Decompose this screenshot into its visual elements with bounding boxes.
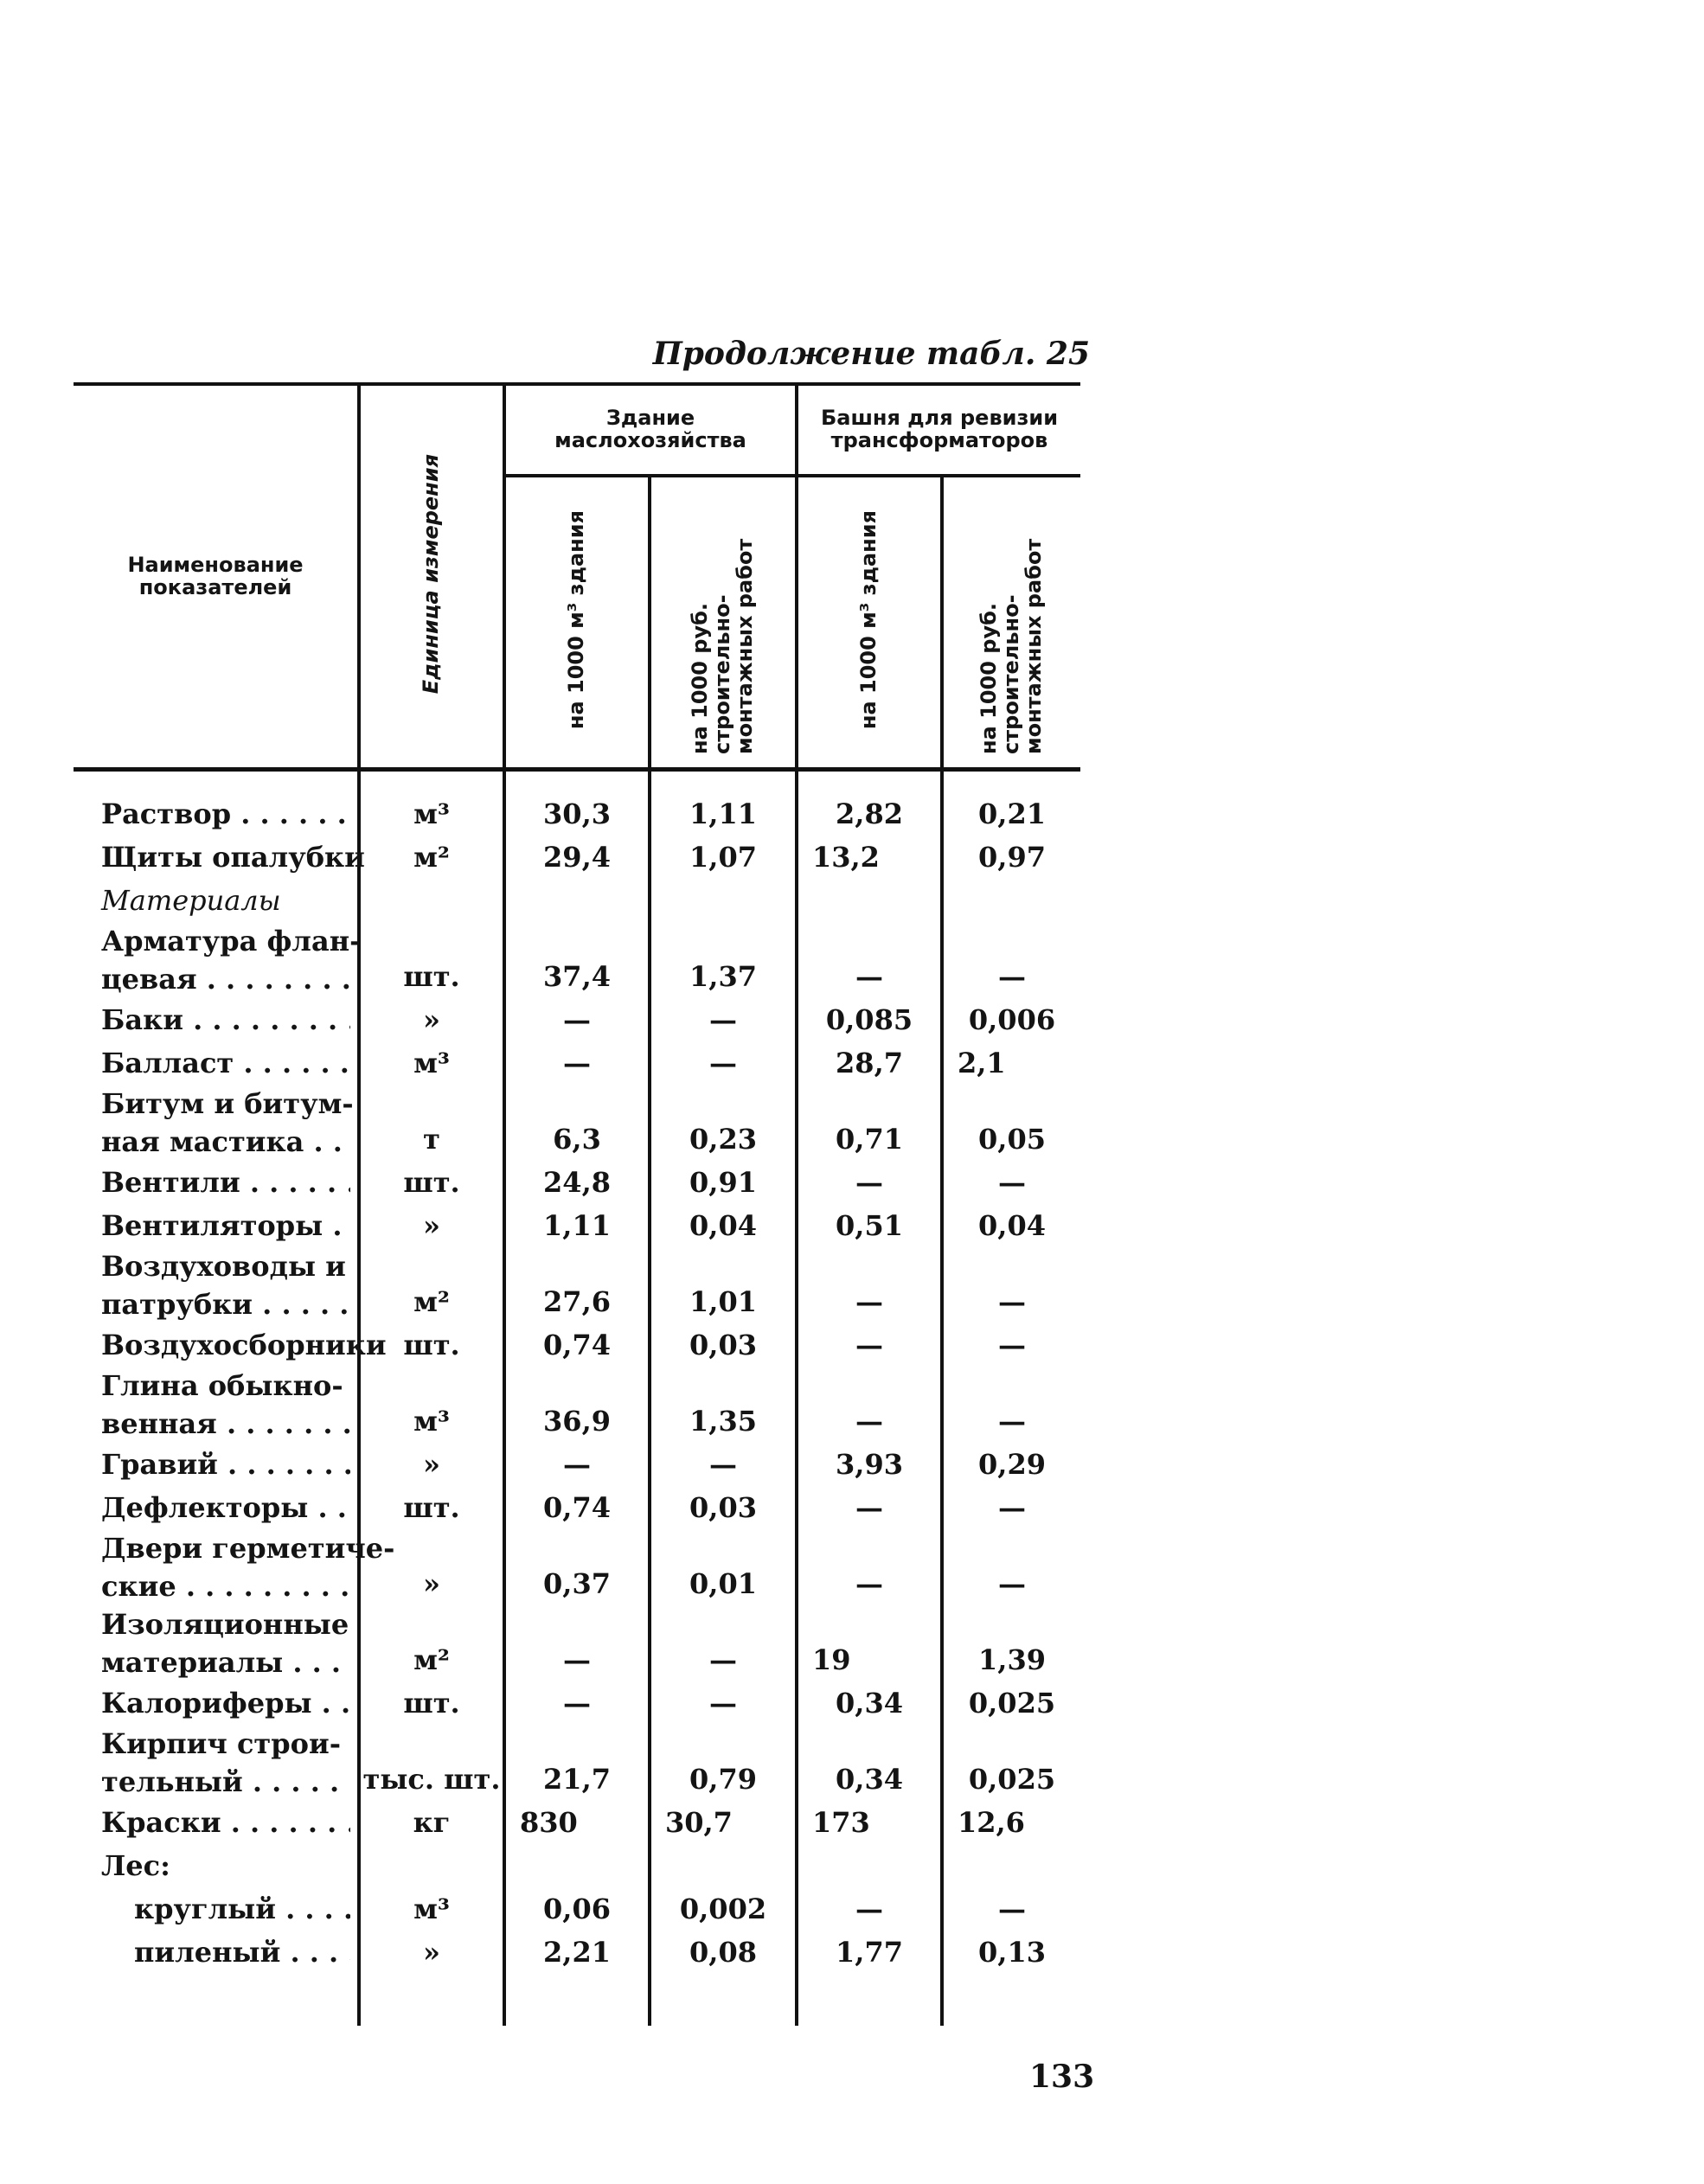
- table-row: [74, 1529, 1080, 1605]
- row-value: —: [942, 1367, 1080, 1443]
- row-value: 0,05: [942, 1085, 1080, 1161]
- section-title: Материалы: [101, 884, 281, 917]
- row-unit: м²: [359, 1247, 504, 1323]
- row-name: Вентиляторы . .: [101, 1204, 350, 1247]
- row-value: 0,21: [942, 770, 1080, 836]
- row-value: 1,39: [942, 1605, 1080, 1681]
- header-g2-per-volume-label: на 1000 м³ здания: [856, 509, 881, 730]
- row-unit: »: [359, 1443, 504, 1486]
- table-row: [74, 1443, 1080, 1486]
- row-unit: »: [359, 1931, 504, 2026]
- row-value: [650, 1844, 797, 1887]
- row-value: 0,04: [650, 1204, 797, 1247]
- row-value: 0,025: [942, 1681, 1080, 1725]
- row-value: 6,3: [504, 1085, 650, 1161]
- row-name: Калориферы . .: [101, 1681, 350, 1725]
- row-value: 2,21: [504, 1931, 650, 2026]
- row-value: 29,4: [504, 836, 650, 879]
- row-unit: м²: [359, 836, 504, 879]
- row-value: 0,34: [797, 1725, 942, 1801]
- row-value: 36,9: [504, 1367, 650, 1443]
- row-value: 0,006: [942, 998, 1080, 1041]
- row-value: —: [942, 1247, 1080, 1323]
- materials-table: [74, 382, 1080, 2026]
- row-unit: [359, 1844, 504, 1887]
- row-name: Вентили . .: [101, 1161, 350, 1204]
- page-number: 133: [1029, 2059, 1095, 2095]
- row-value: 1,11: [650, 770, 797, 836]
- row-name: Гравий . .: [101, 1443, 350, 1486]
- row-value: —: [650, 1443, 797, 1486]
- row-unit: м³: [359, 1041, 504, 1085]
- row-value: —: [942, 922, 1080, 998]
- table-row: [74, 1605, 1080, 1681]
- row-name-line1: Битум и битум-: [101, 1087, 354, 1120]
- row-name-line1: Воздуховоды и: [101, 1250, 346, 1283]
- row-value: 0,03: [650, 1486, 797, 1529]
- row-value: —: [797, 1887, 942, 1931]
- row-name: Балласт . .: [101, 1041, 350, 1085]
- row-value: 830: [504, 1801, 650, 1844]
- row-value: —: [797, 1323, 942, 1367]
- row-value: —: [797, 1367, 942, 1443]
- row-value: 28,7: [797, 1041, 942, 1085]
- row-value: —: [942, 1161, 1080, 1204]
- row-value: 30,3: [504, 770, 650, 836]
- row-name: Лес:: [101, 1849, 170, 1882]
- table-row: [74, 1085, 1080, 1161]
- row-value: 0,23: [650, 1085, 797, 1161]
- row-name: пиленый . .: [134, 1931, 350, 1974]
- row-value: 13,2: [797, 836, 942, 879]
- row-value: 0,08: [650, 1931, 797, 2026]
- row-value: 30,7: [650, 1801, 797, 1844]
- header-g1-per-rub: [650, 476, 797, 770]
- row-value: —: [650, 1041, 797, 1085]
- row-unit: м³: [359, 1887, 504, 1931]
- row-value: 0,04: [942, 1204, 1080, 1247]
- row-name-line2: ная мастика . .: [101, 1123, 350, 1161]
- table-header: [74, 384, 1080, 770]
- table-row: [74, 1725, 1080, 1801]
- table-row: [74, 1801, 1080, 1844]
- header-name-column: Наименование показателей: [74, 384, 359, 770]
- row-value: 3,93: [797, 1443, 942, 1486]
- row-unit: т: [359, 1085, 504, 1161]
- row-value: 12,6: [942, 1801, 1080, 1844]
- row-unit: тыс. шт.: [359, 1725, 504, 1801]
- header-group-oil-facility: Здание маслохозяйства: [504, 384, 797, 476]
- row-value: 0,025: [942, 1725, 1080, 1801]
- row-value: 1,01: [650, 1247, 797, 1323]
- table-row: [74, 1681, 1080, 1725]
- table-row: [74, 1041, 1080, 1085]
- header-g1-per-volume-label: на 1000 м³ здания: [564, 509, 589, 730]
- table-row: [74, 836, 1080, 879]
- row-value: 1,35: [650, 1367, 797, 1443]
- row-value: 0,002: [650, 1887, 797, 1931]
- table-row: [74, 1844, 1080, 1887]
- row-value: 1,37: [650, 922, 797, 998]
- row-value: —: [942, 1486, 1080, 1529]
- row-name-line2: венная . .: [101, 1405, 350, 1443]
- row-value: 0,34: [797, 1681, 942, 1725]
- row-value: 0,51: [797, 1204, 942, 1247]
- table-caption: Продолжение табл. 25: [652, 336, 1090, 372]
- row-value: 0,74: [504, 1323, 650, 1367]
- row-value: —: [650, 1605, 797, 1681]
- table-row: [74, 1931, 1080, 2026]
- table-row: [74, 1887, 1080, 1931]
- row-value: [797, 1844, 942, 1887]
- row-value: —: [504, 998, 650, 1041]
- row-value: —: [504, 1443, 650, 1486]
- row-name-line2: цевая . .: [101, 960, 350, 998]
- table-row: [74, 1367, 1080, 1443]
- table-row: [74, 1323, 1080, 1367]
- row-name: Щиты опалубки: [101, 841, 365, 874]
- row-value: 0,06: [504, 1887, 650, 1931]
- row-value: [942, 1844, 1080, 1887]
- header-g2-per-rub-label: на 1000 руб. строительно-монтажных работ: [977, 538, 1046, 754]
- row-unit: шт.: [359, 922, 504, 998]
- row-name: круглый . .: [134, 1887, 350, 1931]
- row-value: 1,07: [650, 836, 797, 879]
- header-unit-label: Единица измерения: [419, 453, 444, 695]
- row-value: 0,085: [797, 998, 942, 1041]
- row-name-line2: патрубки . .: [101, 1285, 350, 1323]
- table-row: [74, 998, 1080, 1041]
- row-value: 0,01: [650, 1529, 797, 1605]
- table-body: [74, 770, 1080, 2027]
- row-value: 2,82: [797, 770, 942, 836]
- row-name-line1: Глина обыкно-: [101, 1369, 343, 1402]
- row-value: 0,74: [504, 1486, 650, 1529]
- row-value: —: [797, 1247, 942, 1323]
- row-value: 0,29: [942, 1443, 1080, 1486]
- row-value: 0,37: [504, 1529, 650, 1605]
- row-value: 0,71: [797, 1085, 942, 1161]
- row-unit: шт.: [359, 1323, 504, 1367]
- header-g2-per-rub: [942, 476, 1080, 770]
- row-value: —: [650, 998, 797, 1041]
- table-row: [74, 1204, 1080, 1247]
- row-value: 0,13: [942, 1931, 1080, 2026]
- row-value: 21,7: [504, 1725, 650, 1801]
- row-unit: кг: [359, 1801, 504, 1844]
- row-value: —: [942, 1323, 1080, 1367]
- row-value: 0,03: [650, 1323, 797, 1367]
- table-row: [74, 770, 1080, 836]
- row-unit: шт.: [359, 1486, 504, 1529]
- table-row: [74, 1247, 1080, 1323]
- row-name-line1: Кирпич строи-: [101, 1727, 341, 1760]
- row-name-line1: Арматура флан-: [101, 925, 362, 958]
- row-value: 0,79: [650, 1725, 797, 1801]
- row-value: —: [504, 1041, 650, 1085]
- row-value: —: [797, 1529, 942, 1605]
- row-unit: м³: [359, 1367, 504, 1443]
- header-unit-column: [359, 384, 504, 770]
- row-name-line2: ские . .: [101, 1567, 350, 1605]
- row-name: Раствор . .: [101, 792, 350, 836]
- row-name-line2: тельный . .: [101, 1763, 350, 1801]
- row-name-line1: Изоляционные: [101, 1608, 349, 1641]
- row-value: 173: [797, 1801, 942, 1844]
- row-value: 0,97: [942, 836, 1080, 879]
- row-value: 0,91: [650, 1161, 797, 1204]
- header-g2-per-volume: [797, 476, 942, 770]
- row-unit: шт.: [359, 1161, 504, 1204]
- row-value: 2,1: [942, 1041, 1080, 1085]
- row-value: —: [797, 922, 942, 998]
- row-value: 1,77: [797, 1931, 942, 2026]
- row-value: —: [650, 1681, 797, 1725]
- header-group-transformer-tower: Башня для ревизии трансформаторов: [797, 384, 1080, 476]
- row-unit: шт.: [359, 1681, 504, 1725]
- row-name: Воздухосборники: [101, 1329, 387, 1361]
- row-name: Краски . .: [101, 1801, 350, 1844]
- row-name: Дефлекторы . .: [101, 1486, 350, 1529]
- row-value: 1,11: [504, 1204, 650, 1247]
- row-value: —: [797, 1486, 942, 1529]
- table-row: [74, 1161, 1080, 1204]
- row-value: —: [504, 1681, 650, 1725]
- row-value: —: [942, 1529, 1080, 1605]
- row-value: [504, 1844, 650, 1887]
- table-row: [74, 922, 1080, 998]
- header-g1-per-volume: [504, 476, 650, 770]
- table-row: [74, 1486, 1080, 1529]
- header-g1-per-rub-label: на 1000 руб. строительно-монтажных работ: [688, 538, 757, 754]
- row-value: 37,4: [504, 922, 650, 998]
- row-unit: »: [359, 998, 504, 1041]
- row-name-line1: Двери герметиче-: [101, 1532, 395, 1565]
- row-value: 27,6: [504, 1247, 650, 1323]
- row-unit: »: [359, 1529, 504, 1605]
- row-unit: м³: [359, 770, 504, 836]
- row-unit: »: [359, 1204, 504, 1247]
- row-value: 24,8: [504, 1161, 650, 1204]
- row-name: Баки . .: [101, 998, 350, 1041]
- row-value: —: [942, 1887, 1080, 1931]
- row-unit: м²: [359, 1605, 504, 1681]
- row-name-line2: материалы . .: [101, 1643, 350, 1681]
- row-value: —: [797, 1161, 942, 1204]
- section-row: [74, 879, 1080, 922]
- row-value: 19: [797, 1605, 942, 1681]
- row-value: —: [504, 1605, 650, 1681]
